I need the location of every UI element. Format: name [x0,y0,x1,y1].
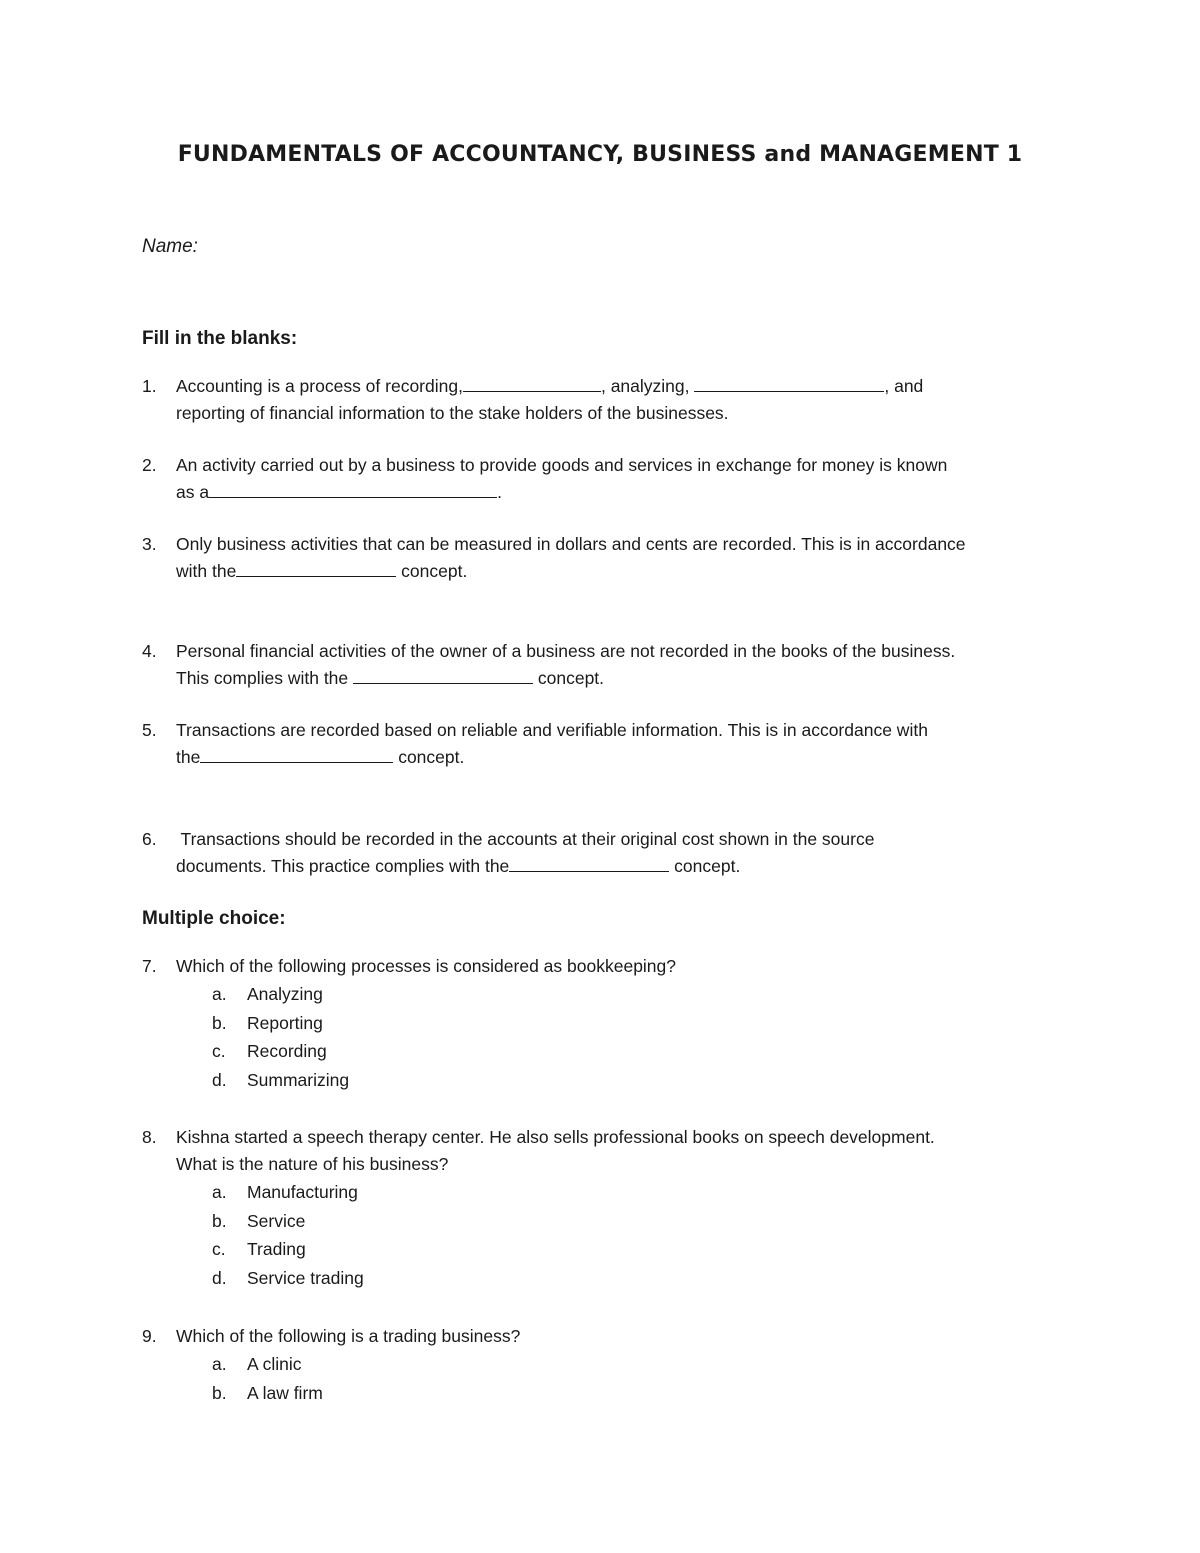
question-4 [142,638,1072,692]
option-letter: a. [212,1182,227,1202]
options-list [212,1178,1072,1292]
question-text: reporting of financial information to the stake holders of the businesses. [176,403,729,423]
option-letter: b. [212,1012,227,1033]
question-text: An activity carried out by a business to provide goods and services in exchange for money is known [176,455,948,475]
answer-blank[interactable] [209,479,497,498]
fill-in-heading: Fill in the blanks: [142,328,298,349]
option-text: Summarizing [247,1069,350,1090]
question-text: Kishna started a speech therapy center. He also sells professional books on speech development. [176,1127,935,1147]
question-number: 9. [142,1326,157,1346]
question-text: concept. [396,561,468,581]
question-text: Personal financial activities of the owner of a business are not recorded in the books of the business. [176,641,956,661]
option-letter: a. [212,984,227,1004]
question-text: Only business activities that can be measured in dollars and cents are recorded. This is in accordance [176,534,966,554]
question-number: 6. [142,829,157,849]
option-letter: c. [212,1041,226,1061]
question-9 [142,1323,1072,1407]
question-text: Transactions are recorded based on reliable and verifiable information. This is in accordance with [176,720,928,740]
question-text: concept. [669,856,741,876]
question-number: 4. [142,641,157,661]
option-d[interactable] [212,1066,1072,1095]
option-text: Service [247,1210,306,1231]
question-text: concept. [393,747,465,767]
option-text: Reporting [247,1012,323,1033]
question-number: 1. [142,376,157,396]
option-letter: b. [212,1382,227,1403]
question-text: as a [176,482,210,502]
question-text: Transactions should be recorded in the accounts at their original cost shown in the source [176,829,875,849]
name-label: Name: [142,236,198,257]
option-c[interactable] [212,1037,1072,1066]
answer-blank[interactable] [200,744,393,763]
option-a[interactable] [212,1350,1072,1379]
question-7 [142,953,1072,1094]
question-text: the [176,747,201,767]
option-letter: d. [212,1267,227,1288]
question-text: with the [176,561,237,581]
question-number: 5. [142,720,157,740]
options-list [212,1350,1072,1407]
question-number: 7. [142,956,157,976]
option-text: Service trading [247,1267,364,1288]
answer-blank[interactable] [694,373,884,392]
question-text: . [497,482,502,502]
option-a[interactable] [212,1178,1072,1207]
option-text: Recording [247,1041,327,1061]
question-text: , and [884,376,924,396]
question-text: Accounting is a process of recording, [176,376,463,396]
option-b[interactable] [212,1207,1072,1236]
option-text: Manufacturing [247,1182,358,1202]
option-b[interactable] [212,1009,1072,1038]
document-title: FUNDAMENTALS OF ACCOUNTANCY, BUSINESS and MANAGEMENT 1 [177,142,1023,167]
answer-blank[interactable] [463,373,601,392]
question-text: concept. [533,668,605,688]
question-text: What is the nature of his business? [176,1154,449,1174]
option-text: A clinic [247,1354,302,1374]
question-text: Which of the following is a trading business? [176,1326,521,1346]
question-number: 3. [142,534,157,554]
option-letter: a. [212,1354,227,1374]
option-letter: c. [212,1239,226,1259]
options-list [212,980,1072,1094]
question-6 [142,826,1072,880]
option-text: Analyzing [247,984,323,1004]
question-text: , analyzing, [600,376,695,396]
question-number: 2. [142,455,157,475]
question-8 [142,1124,1072,1292]
answer-blank[interactable] [236,558,396,577]
answer-blank[interactable] [509,853,669,872]
question-number: 8. [142,1127,157,1147]
question-text: documents. This practice complies with the [176,856,510,876]
question-1 [142,373,1072,427]
option-text: Trading [247,1239,306,1259]
question-text: This complies with the [176,668,354,688]
multiple-choice-heading: Multiple choice: [142,908,286,929]
question-2 [142,452,1072,506]
option-a[interactable] [212,980,1072,1009]
question-5 [142,717,1072,771]
question-3 [142,531,1072,585]
option-b[interactable] [212,1379,1072,1408]
option-c[interactable] [212,1235,1072,1264]
option-letter: d. [212,1069,227,1090]
option-text: A law firm [247,1382,323,1403]
question-text: Which of the following processes is considered as bookkeeping? [176,956,677,976]
answer-blank[interactable] [353,665,533,684]
option-letter: b. [212,1210,227,1231]
option-d[interactable] [212,1264,1072,1293]
